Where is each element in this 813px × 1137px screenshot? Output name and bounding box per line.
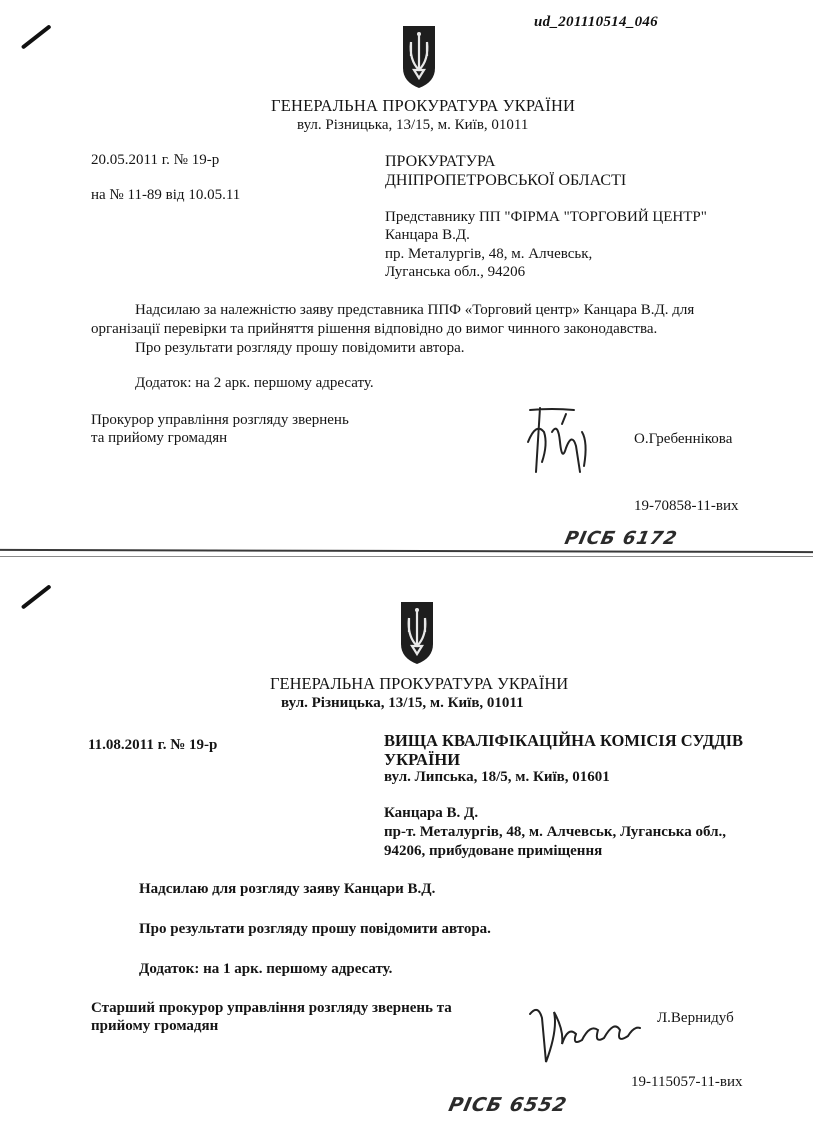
recipient-commission-address: вул. Липська, 18/5, м. Київ, 01601 — [384, 769, 610, 785]
trident-emblem-icon — [398, 600, 436, 666]
signer-title-line1: Прокурор управління розгляду звернень — [91, 412, 349, 428]
recipient-representative-line1: Представнику ПП "ФІРМА "ТОРГОВИЙ ЦЕНТР" — [385, 209, 707, 225]
attachment-note: Додаток: на 1 арк. першому адресату. — [139, 961, 393, 977]
body-line-3: Про результати розгляду прошу повідомити автора. — [135, 340, 465, 356]
date-number: 20.05.2011 г. № 19-р — [91, 152, 220, 168]
recipient-prosecutor-line1: ПРОКУРАТУРА — [385, 153, 496, 170]
signer-name: Л.Вернидуб — [657, 1010, 734, 1026]
reference-number: на № 11-89 від 10.05.11 — [91, 187, 241, 203]
recipient-commission-line1: ВИЩА КВАЛІФІКАЦІЙНА КОМІСІЯ СУДДІВ — [384, 731, 744, 750]
attachment-note: Додаток: на 2 арк. першому адресату. — [135, 375, 374, 391]
handwritten-registration-mark: РІСБ 6552 — [446, 1094, 570, 1116]
org-name: ГЕНЕРАЛЬНА ПРОКУРАТУРА УКРАЇНИ — [270, 674, 569, 693]
body-line-1: Надсилаю для розгляду заяву Канцари В.Д. — [139, 881, 436, 897]
page-divider — [0, 549, 813, 553]
signer-title-line2: прийому громадян — [91, 1018, 219, 1034]
corner-pen-mark — [21, 584, 52, 609]
recipient-representative-line3: пр. Металургів, 48, м. Алчевськ, — [385, 246, 593, 262]
outgoing-number: 19-70858-11-вих — [634, 498, 739, 514]
recipient-person-line2: пр-т. Металургів, 48, м. Алчевськ, Луганська обл., — [384, 824, 727, 840]
outgoing-number: 19-115057-11-вих — [631, 1074, 743, 1090]
recipient-prosecutor-line2: ДНІПРОПЕТРОВСЬКОЇ ОБЛАСТІ — [385, 172, 627, 189]
document-id: ud_201110514_046 — [534, 14, 658, 30]
recipient-representative-line2: Канцара В.Д. — [385, 227, 470, 243]
page-divider-shadow — [0, 556, 813, 557]
signer-title-line2: та прийому громадян — [91, 430, 228, 446]
signature-2 — [524, 1000, 644, 1070]
handwritten-registration-mark: РІСБ 6172 — [562, 528, 680, 549]
recipient-person-line3: 94206, прибудоване приміщення — [384, 843, 603, 859]
body-line-1: Надсилаю за належністю заяву представника ППФ «Торговий центр» Канцара В.Д. для — [135, 302, 695, 318]
corner-pen-mark — [21, 24, 52, 49]
signer-name: О.Гребеннікова — [634, 431, 733, 447]
date-number: 11.08.2011 г. № 19-р — [88, 737, 218, 753]
org-address: вул. Різницька, 13/15, м. Київ, 01011 — [297, 117, 529, 133]
recipient-commission-line2: УКРАЇНИ — [384, 750, 461, 769]
recipient-representative-line4: Луганська обл., 94206 — [385, 264, 526, 280]
body-line-2: Про результати розгляду прошу повідомити автора. — [139, 921, 491, 937]
org-name: ГЕНЕРАЛЬНА ПРОКУРАТУРА УКРАЇНИ — [271, 96, 576, 115]
recipient-person-line1: Канцара В. Д. — [384, 805, 479, 821]
signature-1 — [522, 402, 602, 482]
body-line-2: організації перевірки та прийняття рішення відповідно до вимог чинного законодавства. — [91, 321, 658, 337]
org-address: вул. Різницька, 13/15, м. Київ, 01011 — [281, 695, 524, 711]
trident-emblem-icon — [400, 24, 438, 90]
signer-title-line1: Старший прокурор управління розгляду звернень та — [91, 1000, 452, 1016]
